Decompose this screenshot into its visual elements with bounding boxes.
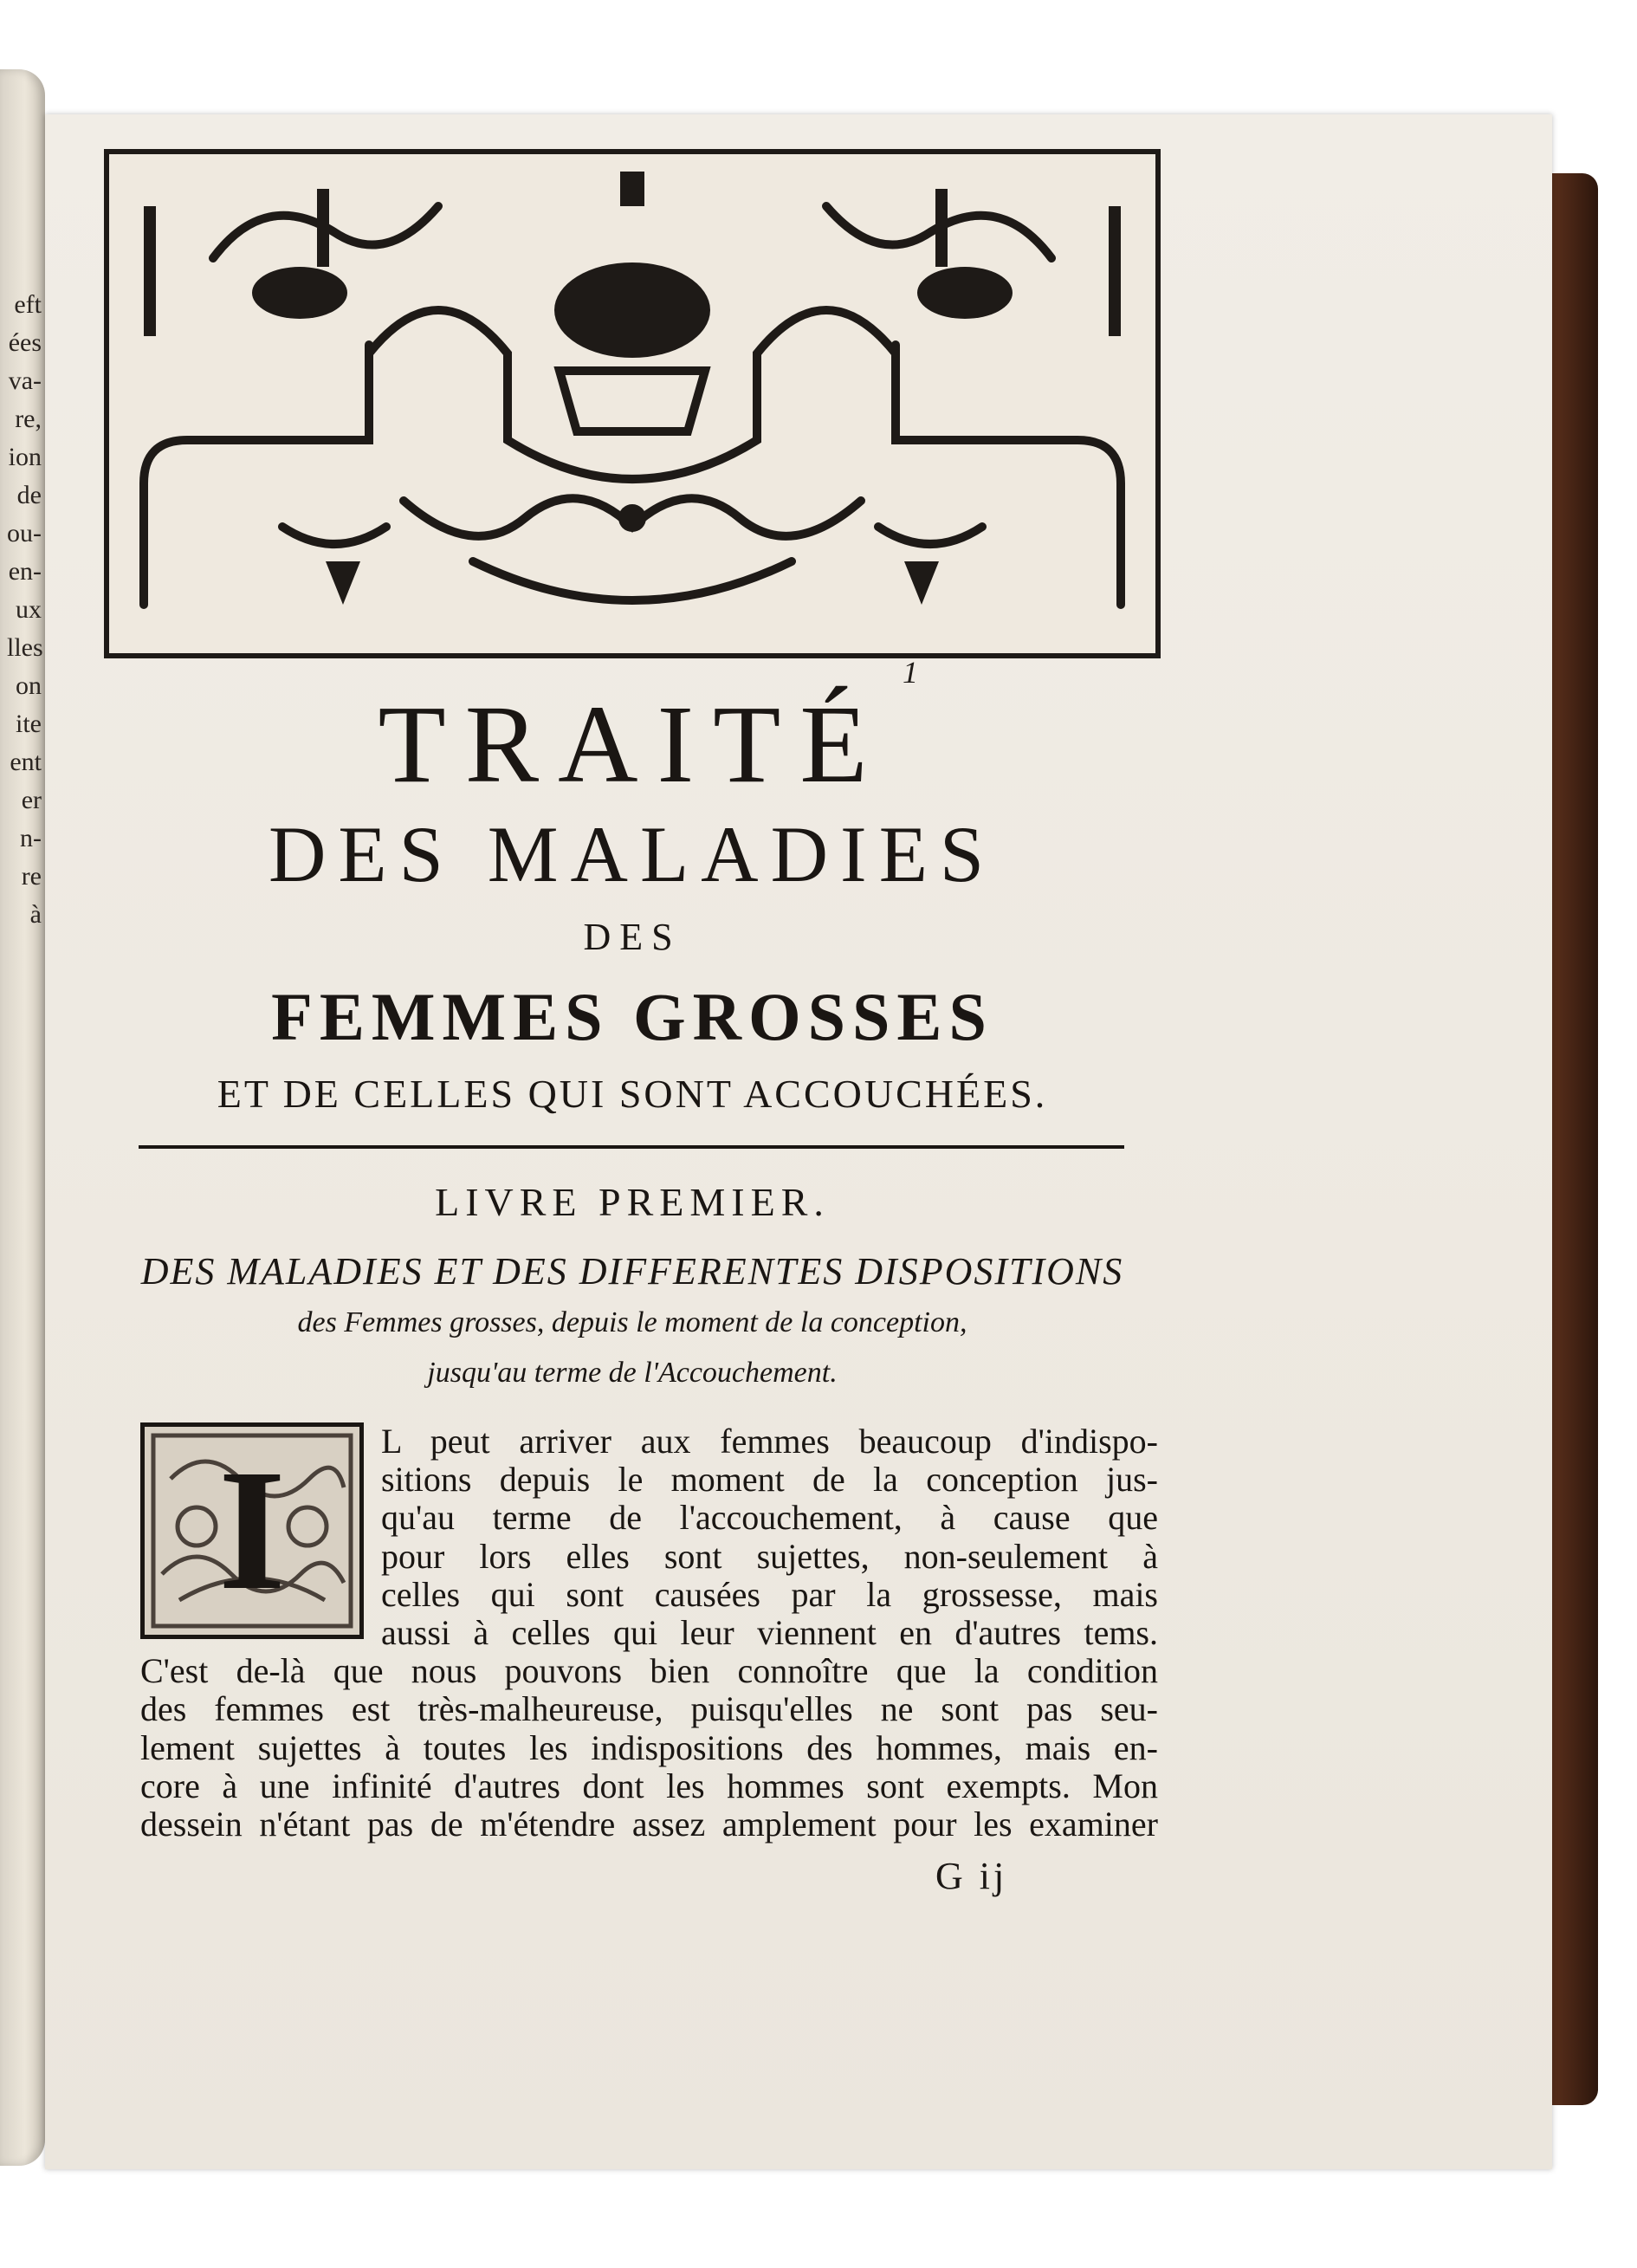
facing-fragment: ion <box>8 443 42 471</box>
facing-fragment: ées <box>8 328 42 357</box>
title-line-5: ET DE CELLES QUI SONT ACCOUCHÉES. <box>217 1072 1048 1116</box>
body-line: L peut arriver aux femmes beaucoup d'indispo- <box>381 1422 1158 1461</box>
body-line: sitions depuis le moment de la conception jus- <box>381 1460 1158 1500</box>
body-line: pour lors elles sont sujettes, non-seulement à <box>381 1536 1158 1576</box>
chapter-heading-line-3: jusqu'au terme de l'Accouchement. <box>427 1357 838 1389</box>
body-line: C'est de-là que nous pouvons bien connoître que la condition <box>140 1651 1158 1691</box>
facing-fragment: eft <box>14 290 42 319</box>
facing-fragment: à <box>29 900 42 929</box>
facing-page-text <box>7 286 42 934</box>
body-line: core à une infinité d'autres dont les hommes sont exempts. Mon <box>140 1766 1158 1805</box>
title-divider <box>139 1145 1124 1149</box>
facing-fragment: de <box>16 481 42 509</box>
facing-fragment: er <box>21 786 42 814</box>
facing-page-edge <box>0 69 45 2166</box>
facing-fragment: en- <box>8 557 42 586</box>
facing-fragment: va- <box>8 366 42 395</box>
body-line: celles qui sont causées par la grossesse, mais <box>381 1574 1158 1614</box>
title-line-1: TRAITÉ <box>378 683 887 806</box>
drop-cap-letter: I <box>218 1435 286 1626</box>
title-line-3: DES <box>583 916 682 958</box>
facing-fragment: n- <box>20 824 42 852</box>
facing-fragment: re <box>21 862 42 891</box>
signature-mark: 1 <box>903 655 918 690</box>
title-line-2: DES MALADIES <box>268 810 997 898</box>
headpiece-ornament-icon <box>109 154 1155 653</box>
body-line: dessein n'étant pas de m'étendre assez amplement pour les examiner <box>140 1804 1158 1844</box>
facing-fragment: ent <box>10 748 42 776</box>
facing-fragment: ou- <box>7 519 42 548</box>
body-line: qu'au terme de l'accouchement, à cause que <box>381 1498 1158 1538</box>
chapter-heading-line-2: des Femmes grosses, depuis le moment de la conception, <box>297 1306 967 1338</box>
body-line: des femmes est très-malheureuse, puisqu'elles ne sont pas seu- <box>140 1689 1158 1729</box>
book-heading: LIVRE PREMIER. <box>435 1180 830 1224</box>
facing-fragment: ite <box>16 710 42 738</box>
facing-fragment: lles <box>7 633 43 662</box>
facing-fragment: re, <box>15 405 42 433</box>
ornamental-headpiece <box>104 149 1161 658</box>
facing-fragment: on <box>16 671 42 700</box>
body-line: aussi à celles qui leur viennent en d'autres tems. <box>381 1612 1158 1652</box>
chapter-heading-line-1: DES MALADIES ET DES DIFFERENTES DISPOSITIONS <box>140 1250 1124 1293</box>
body-line: lement sujettes à toutes les indispositions des hommes, mais en- <box>140 1727 1158 1767</box>
drop-cap <box>140 1422 364 1639</box>
title-line-4: FEMMES GROSSES <box>271 979 993 1054</box>
facing-fragment: ux <box>16 595 42 624</box>
signature-catchword: G ij <box>935 1855 1008 1897</box>
